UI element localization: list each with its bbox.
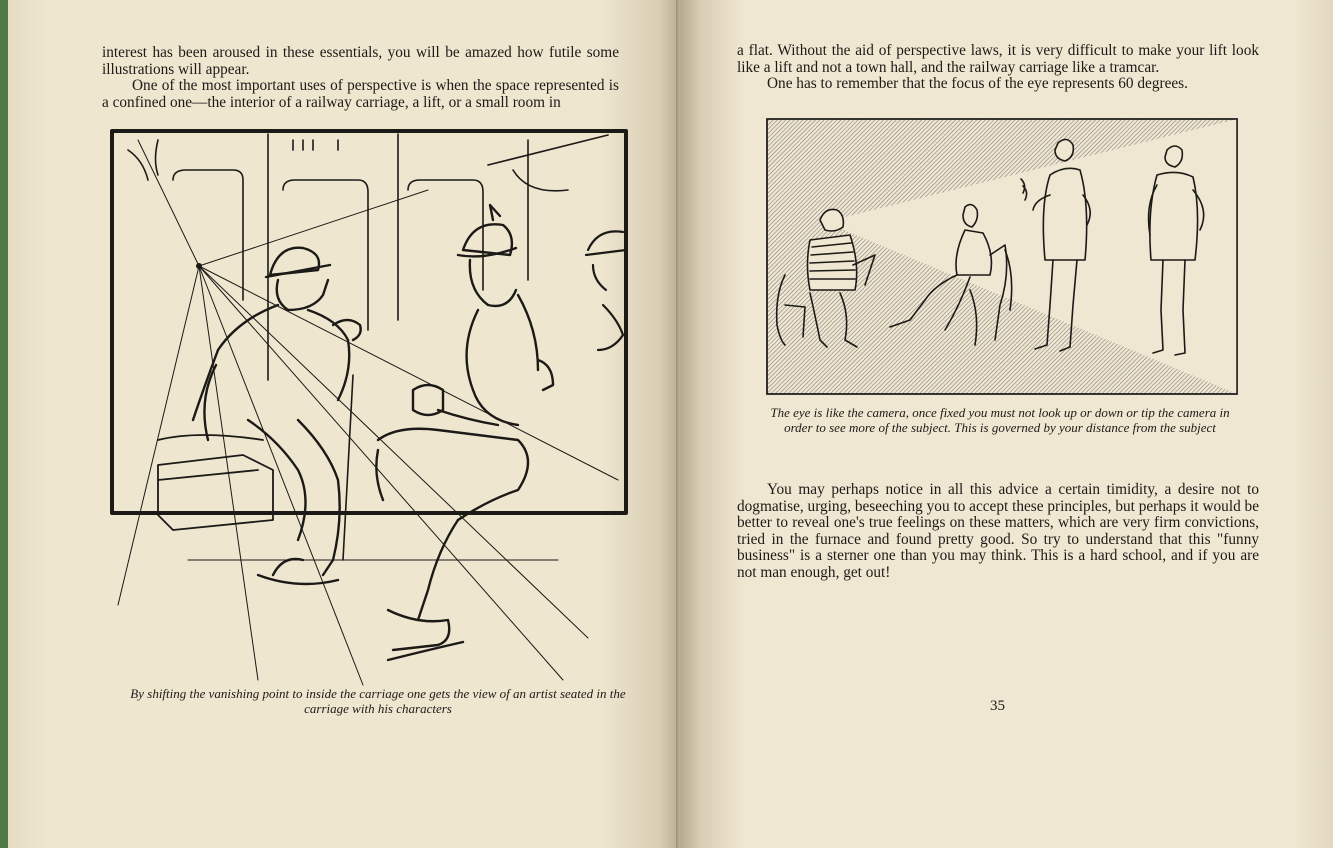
right-paragraph-2: One has to remember that the focus of the eye represents 60 degrees.: [767, 75, 1188, 92]
right-text-top: [737, 43, 1259, 93]
carriage-seat: [158, 435, 273, 530]
man-bowler-hat: [193, 248, 361, 584]
right-page: [680, 0, 1333, 848]
woman-with-hat: [376, 205, 553, 660]
book-spread: [8, 0, 1333, 848]
railway-carriage-illustration: [98, 120, 658, 680]
right-text-bottom: [737, 482, 1259, 581]
vanishing-point: [197, 264, 202, 269]
right-paragraph-3: You may perhaps notice in all this advice a certain timidity, a desire not to dogmatise, urging, beseeching you to accept these principles, but perhaps it would be better to reveal one's true feelings on these matters, which are very firm convictions, tried in the furnace and found pretty good. So try to understand that this "funny business" is a sterner one than you may think. This is a hard school, and if you are not man enough, get out!: [737, 481, 1259, 581]
left-figure-caption: By shifting the vanishing point to inside the carriage one gets the view of an artist seated in the carriage with his characters: [130, 686, 626, 716]
left-paragraph-2: One of the most important uses of perspective is when the space represented is a confined one—the interior of a railway carriage, a lift, or a small room in: [102, 77, 619, 111]
right-paragraph-1: a flat. Without the aid of perspective laws, it is very difficult to make your lift look like a lift and not a town hall, and the railway carriage like a tramcar.: [737, 42, 1259, 76]
right-figure-caption: The eye is like the camera, once fixed you must not look up or down or tip the camera in order to see more of the subject. This is governed by your distance from the subject: [770, 405, 1230, 435]
page-number: 35: [990, 698, 1005, 714]
left-text-block: [102, 45, 619, 111]
left-paragraph-1: interest has been aroused in these essentials, you will be amazed how futile some illustrations will appear.: [102, 44, 619, 78]
left-page: [8, 0, 680, 848]
man-at-window: [586, 231, 626, 350]
illustration-frame: [112, 131, 626, 513]
eye-camera-illustration: [765, 115, 1240, 395]
